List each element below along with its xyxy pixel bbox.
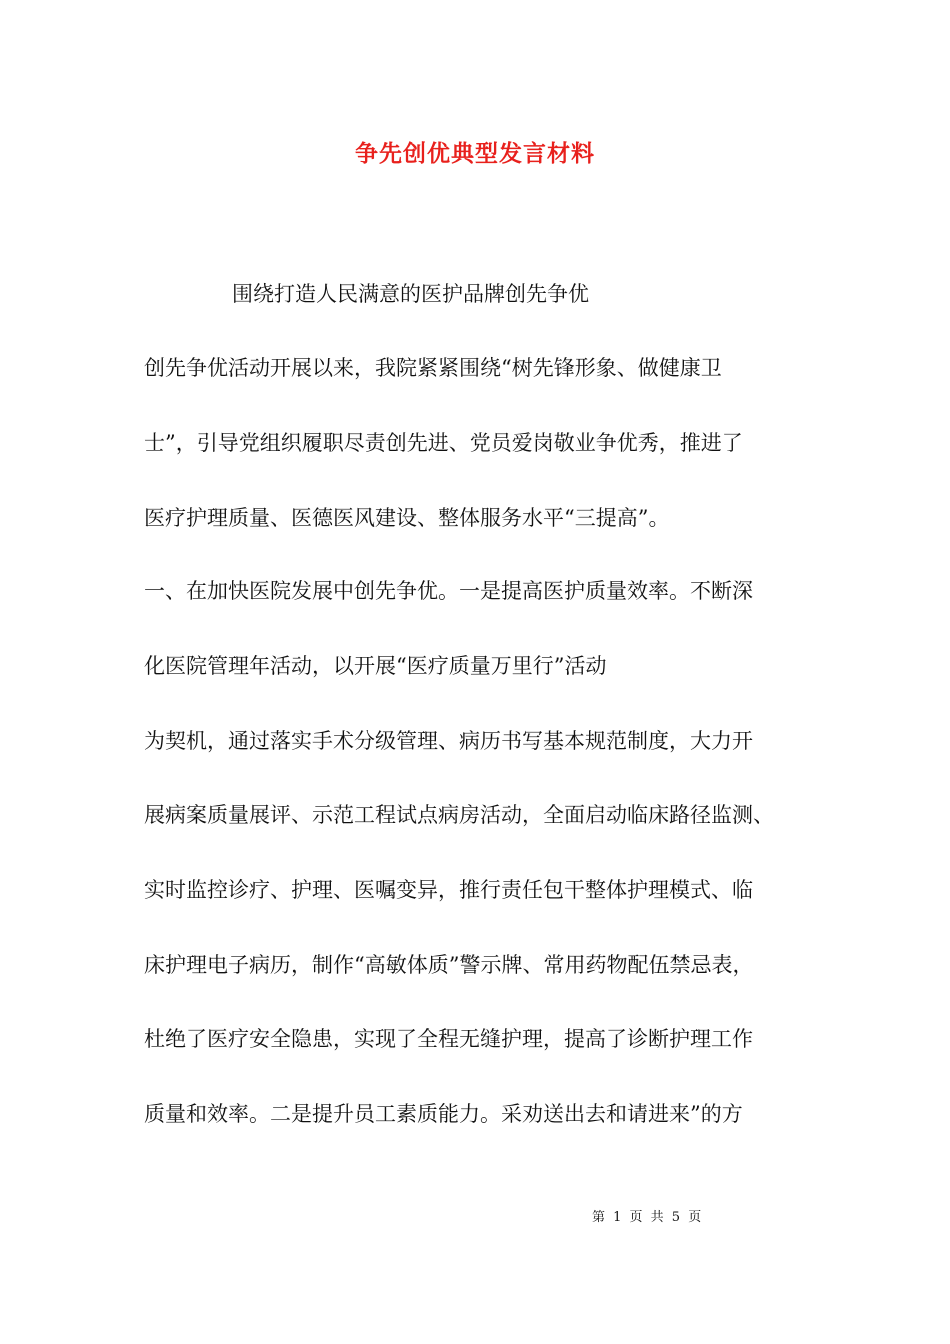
paragraph-line: 一、在加快医院发展中创先争优。一是提高医护质量效率。不断深 bbox=[144, 579, 753, 603]
paragraph-line: 展病案质量展评、示范工程试点病房活动，全面启动临床路径监测、 bbox=[144, 803, 774, 827]
paragraph-line: 实时监控诊疗、护理、医嘱变异，推行责任包干整体护理模式、临 bbox=[144, 878, 753, 902]
paragraph-line: 创先争优活动开展以来，我院紧紧围绕“树先锋形象、做健康卫 bbox=[144, 356, 722, 380]
paragraph-line: 医疗护理质量、医德医风建设、整体服务水平“三提高”。 bbox=[144, 506, 670, 530]
paragraph-line: 化医院管理年活动，以开展“医疗质量万里行”活动 bbox=[144, 654, 607, 678]
paragraph-line: 质量和效率。二是提升员工素质能力。采劝送出去和请进来”的方 bbox=[144, 1102, 743, 1126]
document-title: 争先创优典型发言材料 bbox=[355, 140, 595, 167]
paragraph-line: 杜绝了医疗安全隐患，实现了全程无缝护理，提高了诊断护理工作 bbox=[144, 1027, 753, 1051]
page-number-footer: 第 1 页 共 5 页 bbox=[592, 1210, 702, 1225]
document-subtitle: 围绕打造人民满意的医护品牌创先争优 bbox=[232, 282, 589, 306]
paragraph-line: 为契机，通过落实手术分级管理、病历书写基本规范制度，大力开 bbox=[144, 729, 753, 753]
paragraph-line: 床护理电子病历，制作“高敏体质”警示牌、常用药物配伍禁忌表， bbox=[144, 953, 754, 977]
paragraph-line: 士”，引导党组织履职尽责创先进、党员爱岗敬业争优秀，推进了 bbox=[144, 431, 743, 455]
